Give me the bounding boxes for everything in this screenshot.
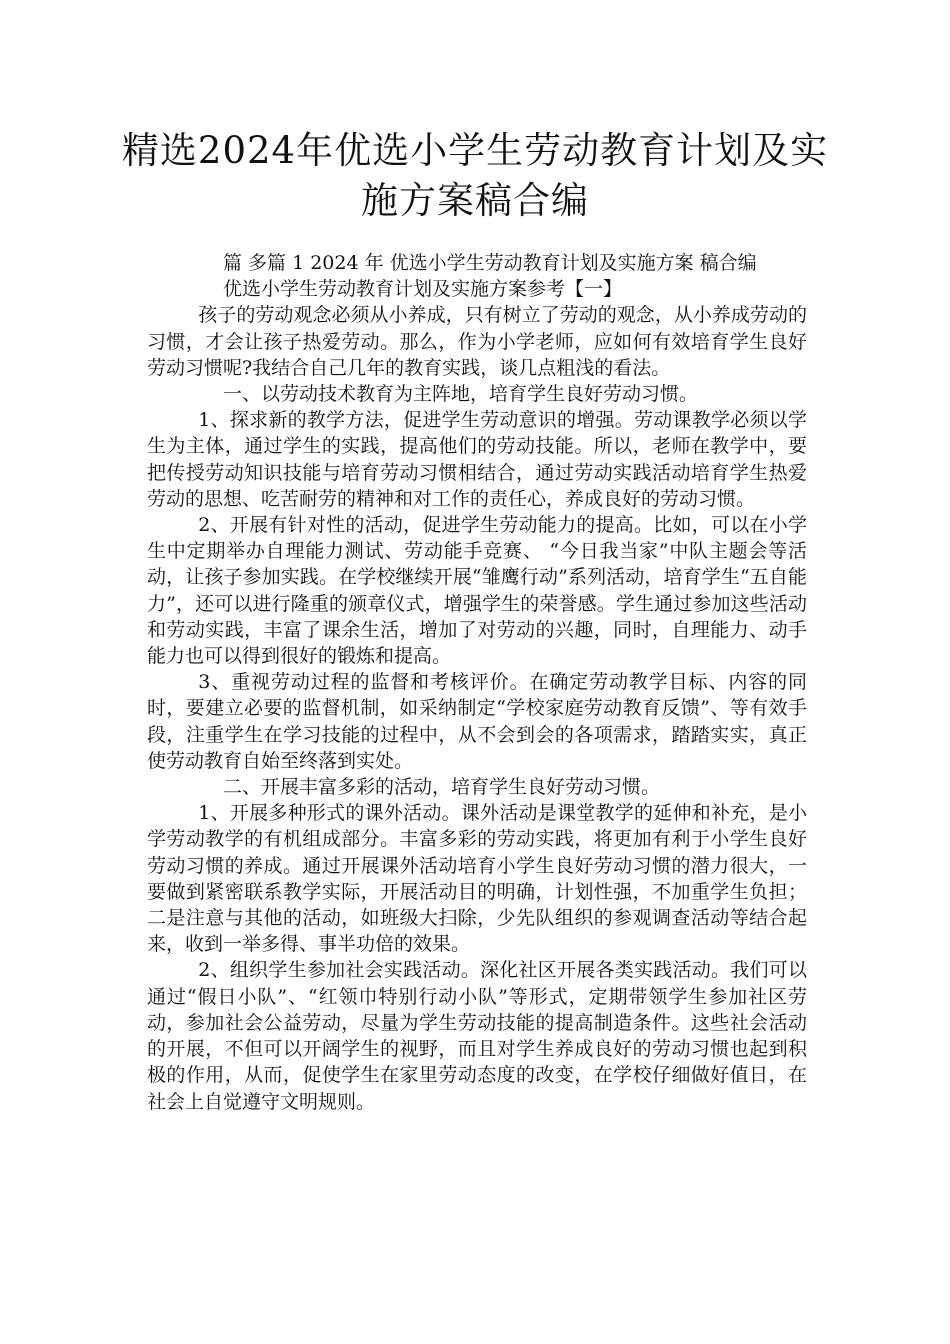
header-line: 篇 多篇 1 2024 年 优选小学生劳动教育计划及实施方案 稿合编 (223, 252, 757, 274)
paragraph: 3、重视劳动过程的监督和考核评价。在确定劳动教学目标、内容的同时，要建立必要的监督机制，如采纳制定“学校家庭劳动教育反馈”、等有效手段，注重学生在学习技能的过程中，从不会到会的各项需求，踏踏实实，真正使劳动教育自始至终落到实处。 (147, 671, 807, 772)
paragraph: 1、探求新的教学方法，促进学生劳动意识的增强。劳动课教学必须以学生为主体，通过学生的实践，提高他们的劳动技能。所以，老师在教学中，要把传授劳动知识技能与培育劳动习惯相结合，通过劳动实践活动培育学生热爱劳动的思想、吃苦耐劳的精神和对工作的责任心，养成良好的劳动习惯。 (147, 409, 807, 510)
paragraph: 孩子的劳动观念必须从小养成，只有树立了劳动的观念，从小养成劳动的习惯，才会让孩子热爱劳动。那么，作为小学老师，应如何有效培育学生良好劳动习惯呢?我结合自己几年的教育实践，谈几点粗浅的看法。 (147, 304, 807, 379)
document-body (147, 250, 807, 1115)
section-subtitle: 优选小学生劳动教育计划及实施方案参考【一】 (223, 278, 623, 301)
section-heading: 一、以劳动技术教育为主阵地，培育学生良好劳动习惯。 (223, 383, 699, 406)
paragraph: 1、开展多种形式的课外活动。课外活动是课堂教学的延伸和补充，是小学劳动教学的有机组成部分。丰富多彩的劳动实践，将更加有利于小学生良好劳动习惯的养成。通过开展课外活动培育小学生良好劳动习惯的潜力很大，一要做到紧密联系教学实际，开展活动目的明确，计划性强，不加重学生负担；二是注意与其他的活动，如班级大扫除，少先队组织的参观调查活动等结合起来，收到一举多得、事半功倍的效果。 (147, 802, 807, 956)
paragraph: 2、开展有针对性的活动，促进学生劳动能力的提高。比如，可以在小学生中定期举办自理能力测试、劳动能手竞赛、 “今日我当家”中队主题会等活动，让孩子参加实践。在学校继续开展“雏鹰行动”系列活动，培育学生“五自能力”，还可以进行隆重的颁章仪式，增强学生的荣誉感。学生通过参加这些活动和劳动实践，丰富了课余生活，增加了对劳动的兴趣，同时，自理能力、动手能力也可以得到很好的锻炼和提高。 (147, 514, 807, 668)
document-title: 精选2024年优选小学生劳动教育计划及实施方案稿合编 (121, 129, 829, 222)
section-heading: 二、开展丰富多彩的活动，培育学生良好劳动习惯。 (223, 776, 661, 799)
paragraph: 2、组织学生参加社会实践活动。深化社区开展各类实践活动。我们可以通过“假日小队”、“红领巾特别行动小队”等形式，定期带领学生参加社区劳动，参加社会公益劳动，尽量为学生劳动技能的提高制造条件。这些社会活动的开展，不但可以开阔学生的视野，而且对学生养成良好的劳动习惯也起到积极的作用，从而，促使学生在家里劳动态度的改变，在学校仔细做好值日，在社会上自觉遵守文明规则。 (147, 959, 807, 1113)
